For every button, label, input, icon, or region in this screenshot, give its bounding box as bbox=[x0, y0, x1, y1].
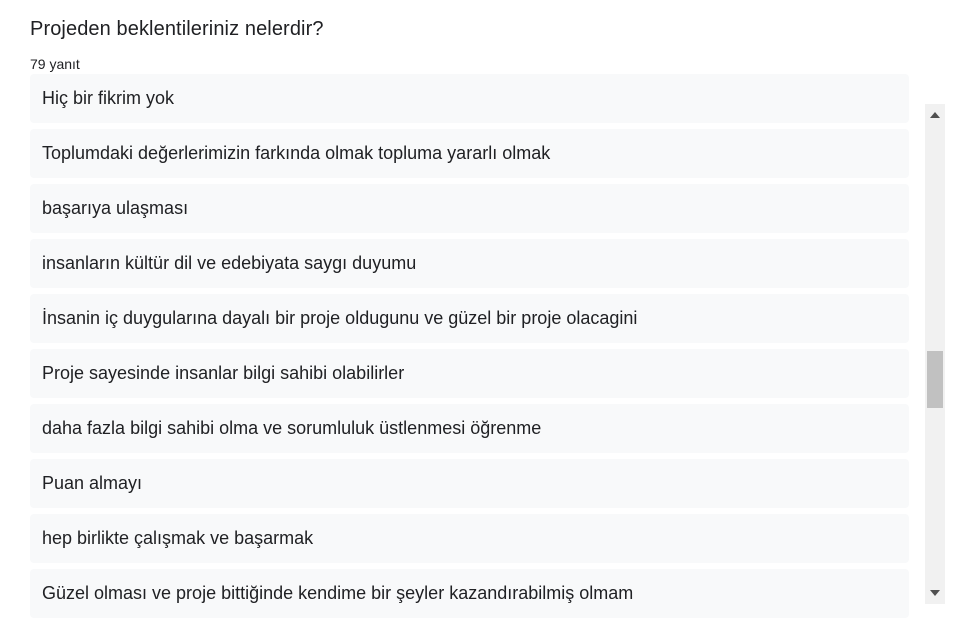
responses-list-inner bbox=[30, 74, 910, 624]
scroll-thumb[interactable] bbox=[927, 351, 943, 408]
list-item: daha fazla bilgi sahibi olma ve sorumluluk üstlenmesi öğrenme bbox=[30, 404, 909, 453]
list-item: Proje sayesinde insanlar bilgi sahibi olabilirler bbox=[30, 349, 909, 398]
list-item: Güzel olması ve proje bittiğinde kendime bir şeyler kazandırabilmiş olmam bbox=[30, 569, 909, 618]
scroll-down-button[interactable] bbox=[925, 584, 945, 602]
scrollbar[interactable] bbox=[925, 104, 945, 604]
list-item: başarıya ulaşması bbox=[30, 184, 909, 233]
list-item: Puan almayı bbox=[30, 459, 909, 508]
list-item: Toplumdaki değerlerimizin farkında olmak topluma yararlı olmak bbox=[30, 129, 909, 178]
triangle-up-icon bbox=[930, 112, 940, 118]
triangle-down-icon bbox=[930, 590, 940, 596]
list-item: hep birlikte çalışmak ve başarmak bbox=[30, 514, 909, 563]
response-count: 79 yanıt bbox=[30, 56, 80, 72]
scroll-up-button[interactable] bbox=[925, 106, 945, 124]
list-item: Hiç bir fikrim yok bbox=[30, 74, 909, 123]
question-title: Projeden beklentileriniz nelerdir? bbox=[30, 18, 324, 40]
list-item: İnsanin iç duygularına dayalı bir proje oldugunu ve güzel bir proje olacagini bbox=[30, 294, 909, 343]
responses-list bbox=[30, 88, 910, 604]
list-item: insanların kültür dil ve edebiyata saygı duyumu bbox=[30, 239, 909, 288]
